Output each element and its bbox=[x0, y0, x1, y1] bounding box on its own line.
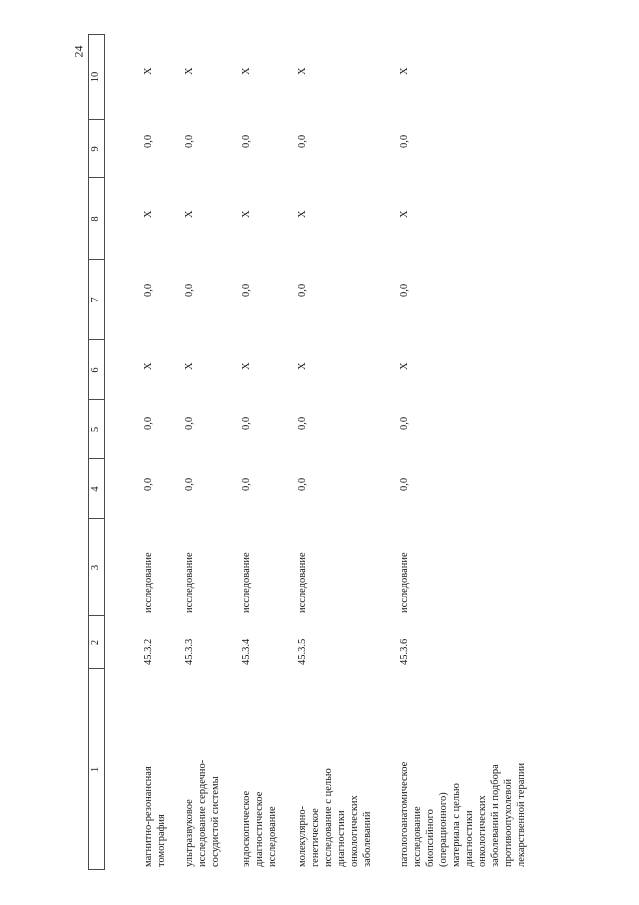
row-name-cell: молекулярно- генетическое исследование с целью диагностики онкологических заболеваний bbox=[297, 768, 373, 867]
row-value-c4: 0,0 bbox=[143, 477, 154, 491]
row-value-c4: 0,0 bbox=[184, 477, 195, 491]
row-unit-cell: исследование bbox=[184, 552, 195, 613]
row-value-c7: 0,0 bbox=[184, 283, 195, 297]
row-code-cell: 45.3.4 bbox=[241, 638, 252, 665]
row-value-c8: X bbox=[241, 210, 252, 218]
header-top-rule bbox=[88, 34, 89, 870]
row-value-c10: X bbox=[241, 67, 252, 75]
column-header: 2 bbox=[90, 639, 101, 646]
row-value-c9: 0,0 bbox=[399, 134, 410, 148]
row-value-c9: 0,0 bbox=[143, 134, 154, 148]
row-name-cell: патологоанатомическое исследование биопсийного (операционного) материала с целью диагностики онкологических заболеваний и подбора противоопухолевой лекарственной терапии bbox=[399, 761, 527, 867]
row-code-cell: 45.3.2 bbox=[143, 638, 154, 665]
row-unit-cell: исследование bbox=[399, 552, 410, 613]
row-value-c9: 0,0 bbox=[297, 134, 308, 148]
row-value-c4: 0,0 bbox=[241, 477, 252, 491]
row-value-c5: 0,0 bbox=[184, 416, 195, 430]
row-value-c6: X bbox=[143, 362, 154, 370]
row-value-c7: 0,0 bbox=[399, 283, 410, 297]
column-header: 1 bbox=[90, 766, 101, 773]
row-value-c10: X bbox=[297, 67, 308, 75]
column-header: 4 bbox=[90, 486, 101, 492]
row-value-c5: 0,0 bbox=[399, 416, 410, 430]
row-value-c10: X bbox=[184, 67, 195, 75]
column-header: 9 bbox=[90, 146, 101, 152]
row-value-c4: 0,0 bbox=[297, 477, 308, 491]
row-value-c7: 0,0 bbox=[241, 283, 252, 297]
row-value-c10: X bbox=[143, 67, 154, 75]
column-header: 10 bbox=[90, 71, 101, 83]
page-number: 24 bbox=[71, 45, 86, 58]
row-value-c8: X bbox=[143, 210, 154, 218]
row-code-cell: 45.3.3 bbox=[184, 638, 195, 665]
row-value-c9: 0,0 bbox=[241, 134, 252, 148]
row-value-c6: X bbox=[184, 362, 195, 370]
row-value-c7: 0,0 bbox=[297, 283, 308, 297]
row-unit-cell: исследование bbox=[241, 552, 252, 613]
row-name-cell: эндоскопическое диагностическое исследование bbox=[241, 790, 278, 867]
row-value-c6: X bbox=[241, 362, 252, 370]
row-value-c5: 0,0 bbox=[143, 416, 154, 430]
row-value-c6: X bbox=[399, 362, 410, 370]
row-unit-cell: исследование bbox=[297, 552, 308, 613]
row-value-c5: 0,0 bbox=[241, 416, 252, 430]
header-bottom-rule bbox=[104, 34, 105, 870]
column-header: 6 bbox=[90, 367, 101, 373]
row-value-c8: X bbox=[399, 210, 410, 218]
row-name-cell: ультразвуковое исследование сердечно- сосудистой системы bbox=[184, 759, 221, 867]
row-value-c9: 0,0 bbox=[184, 134, 195, 148]
row-name-cell: магнитно-резонансная томография bbox=[143, 766, 167, 867]
row-value-c7: 0,0 bbox=[143, 283, 154, 297]
row-code-cell: 45.3.5 bbox=[297, 638, 308, 665]
row-value-c5: 0,0 bbox=[297, 416, 308, 430]
column-header: 3 bbox=[90, 564, 101, 571]
row-value-c10: X bbox=[399, 67, 410, 75]
row-value-c4: 0,0 bbox=[399, 477, 410, 491]
row-code-cell: 45.3.6 bbox=[399, 638, 410, 665]
column-header: 8 bbox=[90, 216, 101, 222]
column-header: 7 bbox=[90, 297, 101, 303]
row-unit-cell: исследование bbox=[143, 552, 154, 613]
row-value-c8: X bbox=[297, 210, 308, 218]
row-value-c8: X bbox=[184, 210, 195, 218]
row-value-c6: X bbox=[297, 362, 308, 370]
column-header: 5 bbox=[90, 426, 101, 433]
